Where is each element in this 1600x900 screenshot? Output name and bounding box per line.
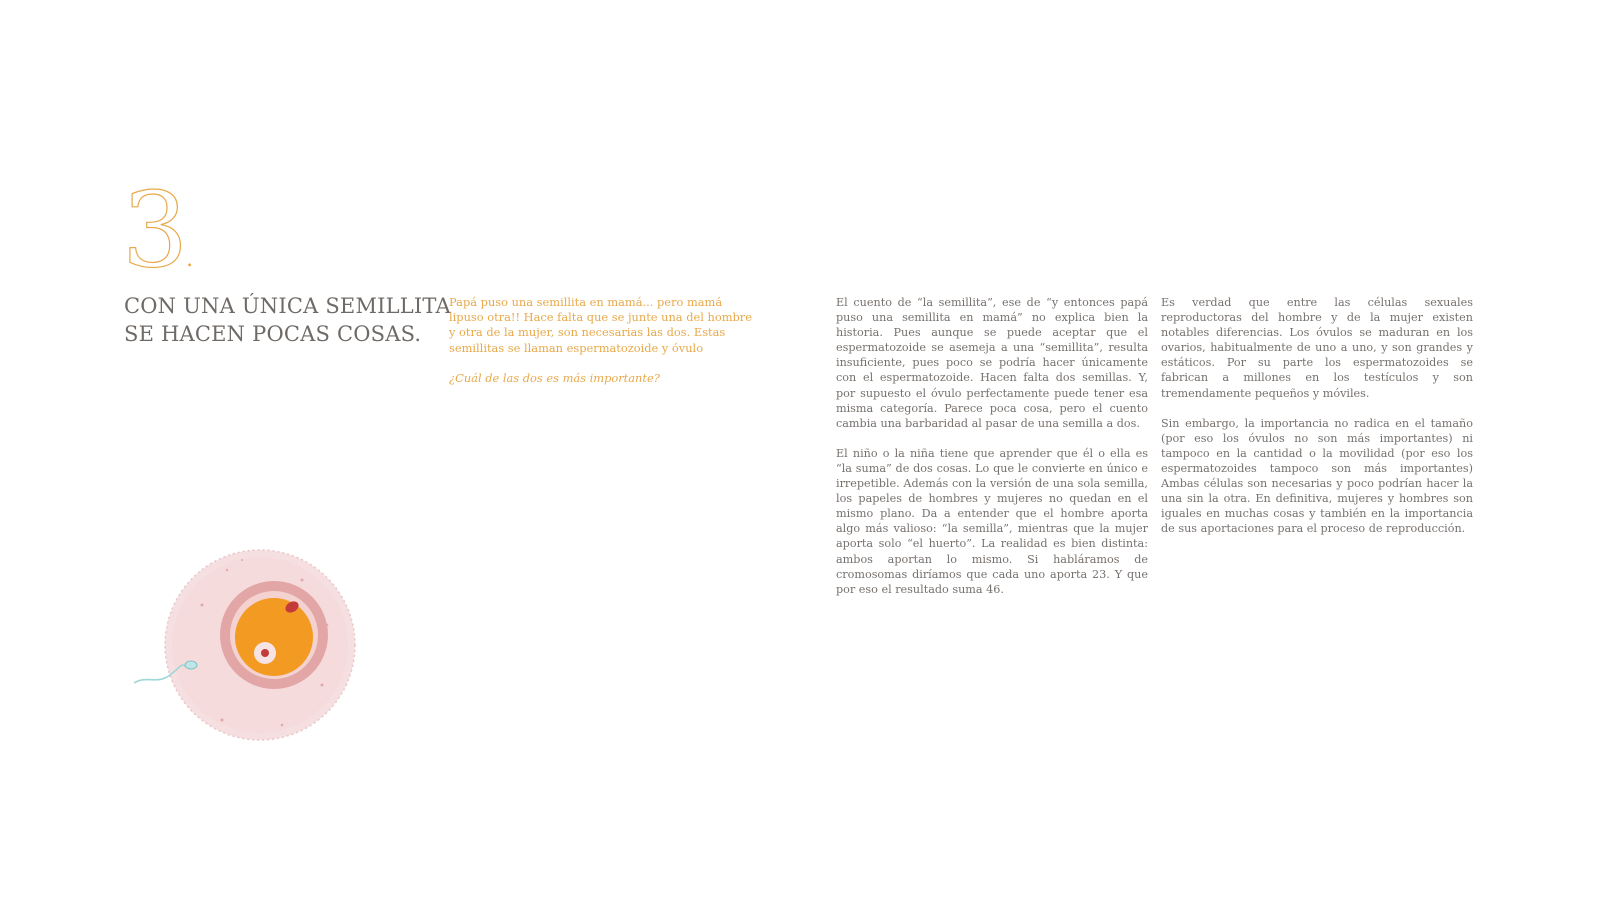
egg-nucleus-dot — [261, 649, 269, 657]
body-paragraph: Sin embargo, la importancia no radica en el tamaño (por eso los óvulos no son más importantes) ni tampoco en la cantidad o la movilidad (por eso los espermatozoides tampoco son más importantes) Ambas células son necesarias y poco podrían hacer la una sin la otra. En definitiva, mujeres y hombres son iguales en muchas cosas y también en la importancia de sus aportaciones para el proceso de reproducción. — [1161, 416, 1473, 536]
intro-question: ¿Cuál de las dos es más importante? — [449, 370, 660, 385]
chapter-title-line-2: SE HACEN POCAS COSAS. — [124, 322, 422, 346]
intro-text — [449, 295, 757, 401]
body-column-1 — [836, 295, 1148, 612]
body-column-2 — [1161, 295, 1473, 551]
chapter-number-dot: . — [186, 247, 194, 272]
chapter-title — [124, 292, 451, 348]
body-paragraph: El niño o la niña tiene que aprender que él o ella es “la suma” de dos cosas. Lo que le convierte en único e irrepetible. Además con la versión de una sola semilla, los papeles de hombres y mujeres no quedan en el mismo plano. Da a entender que el hombre aporta algo más valioso: “la semilla”, mientras que la mujer aporta solo “el huerto”. La realidad es bien distinta: ambos aportan lo mismo. Si habláramos de cromosomas diríamos que cada uno aporta 23. Y que por eso el resultado suma 46. — [836, 446, 1148, 596]
egg-and-sperm-icon — [132, 545, 372, 755]
body-paragraph: El cuento de “la semillita”, ese de “y entonces papá puso una semillita en mamá” no explica bien la historia. Pues aunque se puede aceptar que el espermatozoide se asemeja a una “semillita”, resulta insuficiente, pues poco se podría hacer únicamente con el espermatozoide. Hacen falta dos semillas. Y, por supuesto el óvulo perfectamente puede tener esa misma categoría. Parece poca cosa, pero el cuento cambia una barbaridad al pasar de una semilla a dos. — [836, 296, 1148, 430]
chapter-number — [122, 169, 194, 291]
egg-yolk — [235, 598, 313, 676]
intro-paragraph: Papá puso una semillita en mamá... pero mamá lipuso otra!! Hace falta que se junte una del hombre y otra de la mujer, son necesarias las dos. Estas semillitas se llaman espermatozoide y óvulo — [449, 295, 752, 355]
chapter-number-digit: 3 — [122, 169, 189, 291]
chapter-title-line-1: CON UNA ÚNICA SEMILLITA — [124, 294, 451, 318]
body-paragraph: Es verdad que entre las células sexuales reproductoras del hombre y de la mujer existen notables diferencias. Los óvulos se maduran en los ovarios, habitualmente de uno a uno, y son grandes y estáticos. Por su parte los espermatozoides se fabrican a millones en los testículos y son tremendamente pequeños y móviles. — [1161, 296, 1473, 400]
egg-and-sperm-illustration — [132, 545, 372, 755]
